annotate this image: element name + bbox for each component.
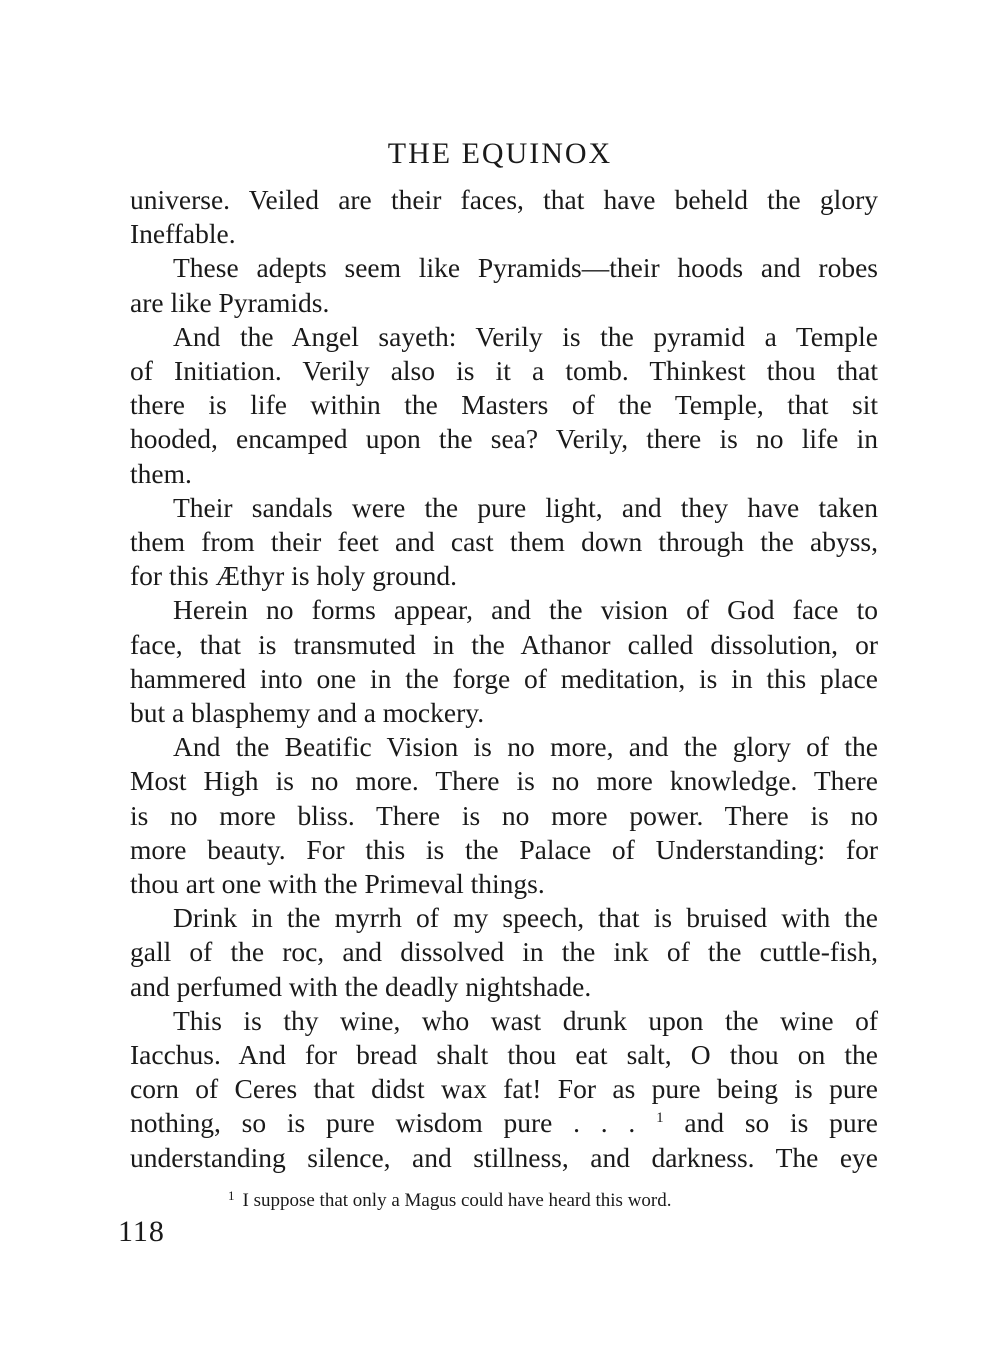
body-line: Their sandals were the pure light, and they have taken	[173, 491, 878, 523]
footnote-marker: 1	[228, 1188, 235, 1203]
body-line: more beauty. For this is the Palace of Understanding: for	[130, 833, 878, 865]
body-line: This is thy wine, who wast drunk upon the wine of	[173, 1004, 878, 1036]
body-line: corn of Ceres that didst wax fat! For as pure being is pure	[130, 1073, 878, 1105]
body-line: them from their feet and cast them down through the abyss,	[130, 526, 878, 558]
body-line: understanding silence, and stillness, and darkness. The eye	[130, 1141, 878, 1173]
body-line: Most High is no more. There is no more knowledge. There	[130, 765, 878, 797]
body-line-with-footnote-ref	[130, 1106, 878, 1140]
body-line: Herein no forms appear, and the vision of God face to	[173, 594, 878, 626]
body-line: thou art one with the Primeval things.	[130, 868, 545, 900]
page-number: 118	[118, 1215, 165, 1248]
body-line: is no more bliss. There is no more power. There is no	[130, 799, 878, 831]
body-line: and perfumed with the deadly nightshade.	[130, 970, 592, 1002]
body-line: And the Angel sayeth: Verily is the pyramid a Temple	[173, 320, 878, 352]
footnote-reference[interactable]: 1	[656, 1110, 664, 1127]
body-line: there is life within the Masters of the Temple, that sit	[130, 389, 878, 421]
footnote	[228, 1189, 788, 1213]
body-text	[130, 183, 878, 1175]
line-text-after-ref: and so is pure	[684, 1107, 879, 1139]
body-line: Iacchus. And for bread shalt thou eat salt, O thou on the	[130, 1039, 878, 1071]
body-line: for this Æthyr is holy ground.	[130, 560, 457, 592]
body-line: are like Pyramids.	[130, 286, 330, 318]
body-line: hooded, encamped upon the sea? Verily, there is no life in	[130, 423, 878, 455]
line-text-before-ref: nothing, so is pure wisdom pure . . .	[130, 1107, 636, 1139]
body-line: face, that is transmuted in the Athanor called dissolution, or	[130, 628, 878, 660]
body-line: but a blasphemy and a mockery.	[130, 697, 485, 729]
body-line: Drink in the myrrh of my speech, that is bruised with the	[173, 902, 878, 934]
body-line: These adepts seem like Pyramids—their hoods and robes	[173, 252, 878, 284]
body-line: universe. Veiled are their faces, that have beheld the glory	[130, 184, 878, 215]
body-line: hammered into one in the forge of meditation, is in this place	[130, 662, 878, 694]
footnote-text: I suppose that only a Magus could have heard this word.	[242, 1190, 672, 1211]
body-line: Ineffable.	[130, 218, 236, 250]
body-line: of Initiation. Verily also is it a tomb. Thinkest thou that	[130, 355, 878, 387]
body-line: them.	[130, 457, 192, 489]
running-title: THE EQUINOX	[387, 137, 613, 170]
body-line: gall of the roc, and dissolved in the ink of the cuttle-fish,	[130, 936, 878, 968]
body-line: And the Beatific Vision is no more, and the glory of the	[173, 731, 878, 763]
